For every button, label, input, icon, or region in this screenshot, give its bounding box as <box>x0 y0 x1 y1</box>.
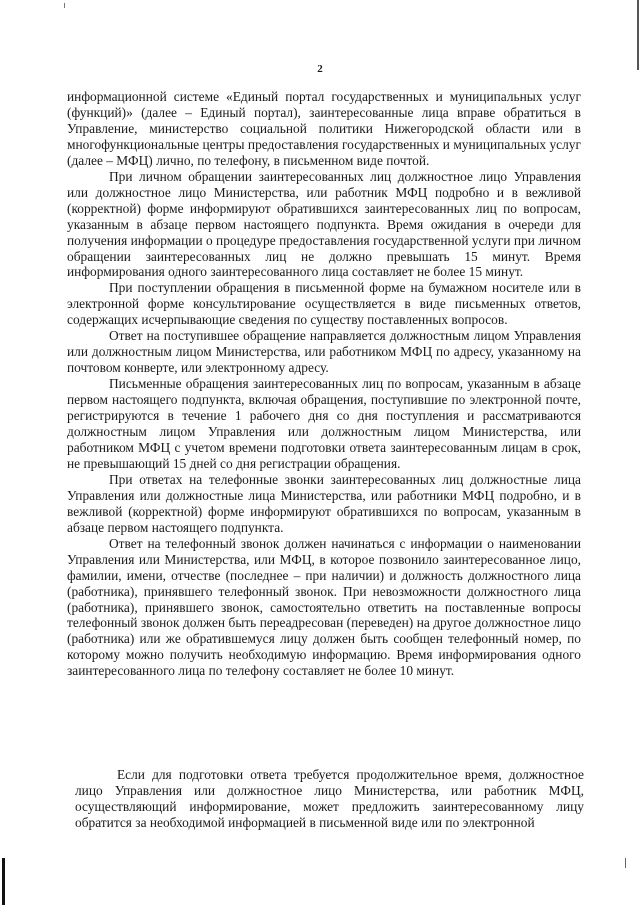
paragraph-7: Ответ на телефонный звонок должен начинаться с информации о наименовании Управления или Министерства, или МФЦ, в которое позвонило заинтересованное лицо, фамилии, имени, отчестве (последнее – при наличии) и должность должностного лица (работника), принявшего телефонный звонок. При невозможности должностного лица (работника), принявшего звонок, самостоятельно ответить на поставленные вопросы телефонный звонок должен быть переадресован (переведен) на другое должностное лицо (работника) или же обратившемуся лицу должен быть сообщен телефонный номер, по которому можно получить необходимую информацию. Время информирования одного заинтересованного лица по телефону составляет не более 10 минут. <box>67 535 581 679</box>
scan-edge-mark <box>2 858 5 905</box>
paragraph-6: При ответах на телефонные звонки заинтересованных лиц должностные лица Управления или должностные лица Министерства, или работники МФЦ подробно, и в вежливой (корректной) форме информируют обратившихся по вопросам, указанным в абзаце первом настоящего подпункта. <box>67 471 581 535</box>
document-body-continued <box>75 767 584 831</box>
paragraph-5: Письменные обращения заинтересованных лиц по вопросам, указанным в абзаце первом настоящего подпункта, включая обращения, поступившие по электронной почте, регистрируются в течение 1 рабочего дня со дня поступления и рассматриваются должностным лицом Управления или должностным лицом Министерства, или работником МФЦ с учетом времени подготовки ответа заинтересованным лицам в срок, не превышающий 15 дней со дня регистрации обращения. <box>67 376 581 471</box>
page-number: 2 <box>317 63 323 75</box>
paragraph-4: Ответ на поступившее обращение направляется должностным лицом Управления или должностным лицом Министерства, или работником МФЦ по адресу, указанному на почтовом конверте, или электронному адресу. <box>67 328 581 376</box>
scan-edge-mark-right <box>637 0 639 70</box>
scan-speck-top <box>64 3 65 8</box>
paragraph-1: информационной системе «Единый портал государственных и муниципальных услуг (функций)» (далее – Единый портал), заинтересованные лица вправе обратиться в Управление, министерство социальной политики Нижегородской области или в многофункциональные центры предоставления государственных и муниципальных услуг (далее – МФЦ) лично, по телефону, в письменном виде почтой. <box>67 89 581 168</box>
paragraph-8: Если для подготовки ответа требуется продолжительное время, должностное лицо Управления или должностное лицо Министерства, или работник МФЦ, осуществляющий информирование, может предложить заинтересованному лицу обратится за необходимой информацией в письменной виде или по электронной <box>75 767 584 830</box>
paragraph-3: При поступлении обращения в письменной форме на бумажном носителе или в электронной форме консультирование осуществляется в виде письменных ответов, содержащих исчерпывающие сведения по существу поставленных вопросов. <box>67 280 581 328</box>
paragraph-2: При личном обращении заинтересованных лиц должностное лицо Управления или должностное лицо Министерства, или работник МФЦ подробно и в вежливой (корректной) форме информируют обратившихся заинтересованных лиц по вопросам, указанным в абзаце первом настоящего подпункта. Время ожидания в очереди для получения информации о процедуре предоставления государственной услуги при личном обращении заинтересованных лиц не должно превышать 15 минут. Время информирования одного заинтересованного лица составляет не более 15 минут. <box>67 168 581 280</box>
scan-speck <box>625 858 626 868</box>
document-body <box>67 89 581 679</box>
